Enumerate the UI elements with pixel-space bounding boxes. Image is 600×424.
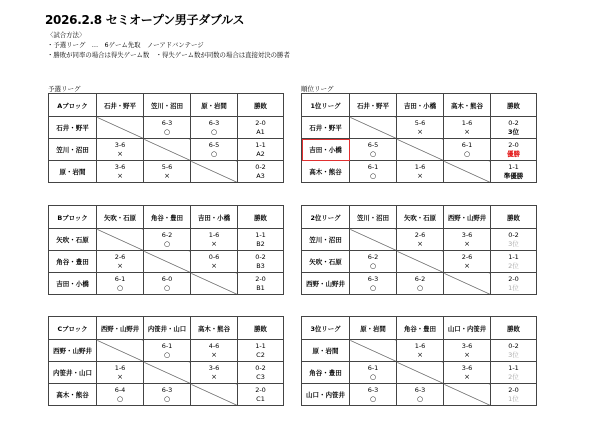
win-mark: ○ <box>369 372 377 381</box>
table-corner-label: Cブロック <box>49 317 97 340</box>
diagonal-cell <box>397 362 444 384</box>
rank-label: 優勝 <box>507 149 520 158</box>
match-score: 6-1 <box>161 341 173 350</box>
win-mark: ○ <box>416 283 424 292</box>
table-row <box>302 340 537 362</box>
table-row <box>302 384 537 406</box>
rules-heading: 〈試合方法〉 <box>47 31 86 39</box>
match-result-cell <box>191 340 238 362</box>
column-header: 西野・山野井 <box>97 317 144 340</box>
win-mark: ○ <box>163 394 171 403</box>
table-row <box>49 362 284 384</box>
match-score: 1-6 <box>208 230 220 239</box>
match-score: 3-6 <box>461 363 473 372</box>
match-result-cell <box>144 340 191 362</box>
win-loss-record: 1-1 <box>255 140 266 149</box>
match-result-cell <box>350 161 397 183</box>
column-header: 角谷・豊田 <box>397 317 444 340</box>
table-corner-label: Aブロック <box>49 94 97 117</box>
match-score: 6-3 <box>367 385 379 394</box>
match-result-cell <box>191 139 238 161</box>
rank-label: B1 <box>256 283 265 292</box>
loss-mark: × <box>417 350 423 359</box>
match-result-cell <box>97 251 144 273</box>
match-score: 6-1 <box>114 274 126 283</box>
table-row <box>49 384 284 406</box>
rank-label: 1位 <box>508 394 519 403</box>
loss-mark: × <box>164 171 170 180</box>
rank-label: A2 <box>256 149 265 158</box>
loss-mark: × <box>117 372 123 381</box>
win-mark: ○ <box>369 394 377 403</box>
match-result-cell <box>144 384 191 406</box>
match-result-cell <box>444 251 491 273</box>
loss-mark: × <box>464 239 470 248</box>
rank-label: 3位 <box>507 127 520 136</box>
match-result-cell <box>191 117 238 139</box>
record-cell <box>238 229 284 251</box>
pair-name: 角谷・豊田 <box>49 251 97 273</box>
league-table <box>48 205 284 295</box>
pair-name: 角谷・豊田 <box>302 362 350 384</box>
match-score: 6-2 <box>161 230 173 239</box>
diagonal-cell <box>444 273 491 295</box>
table-row <box>302 229 537 251</box>
record-cell <box>238 362 284 384</box>
pair-name: 矢吹・石原 <box>302 251 350 273</box>
match-result-cell <box>444 340 491 362</box>
match-result-cell <box>444 229 491 251</box>
pair-name: 原・岩間 <box>49 161 97 183</box>
win-loss-record: 2-0 <box>508 140 519 149</box>
column-header: 高木・熊谷 <box>444 94 491 117</box>
diagonal-cell <box>144 251 191 273</box>
loss-mark: × <box>464 127 470 136</box>
win-mark: ○ <box>369 261 377 270</box>
match-score: 6-1 <box>367 363 379 372</box>
match-result-cell <box>191 362 238 384</box>
win-loss-record: 0-2 <box>508 341 519 350</box>
pair-name: 石井・野平 <box>302 117 350 139</box>
pair-name: 高木・熊谷 <box>49 384 97 406</box>
rank-label: A3 <box>256 171 265 180</box>
column-header: 吉田・小橋 <box>191 206 238 229</box>
match-result-cell <box>444 139 491 161</box>
match-score: 1-6 <box>114 363 126 372</box>
match-score: 6-3 <box>367 274 379 283</box>
loss-mark: × <box>117 149 123 158</box>
match-result-cell <box>350 139 397 161</box>
diagonal-cell <box>397 251 444 273</box>
pair-name: 原・岩間 <box>302 340 350 362</box>
league-table <box>301 316 537 406</box>
win-loss-record: 2-0 <box>508 385 519 394</box>
column-header: 原・岩間 <box>191 94 238 117</box>
loss-mark: × <box>211 350 217 359</box>
pair-name: 西野・山野井 <box>302 273 350 295</box>
win-loss-record: 0-2 <box>255 363 266 372</box>
match-result-cell <box>444 362 491 384</box>
loss-mark: × <box>117 261 123 270</box>
record-header: 勝敗 <box>238 317 284 340</box>
win-loss-record: 2-0 <box>255 274 266 283</box>
loss-mark: × <box>417 239 423 248</box>
win-loss-record: 1-1 <box>255 341 266 350</box>
match-score: 5-6 <box>161 162 173 171</box>
diagonal-cell <box>97 229 144 251</box>
win-loss-record: 0-2 <box>508 118 519 127</box>
match-score: 1-6 <box>414 162 426 171</box>
match-result-cell <box>97 161 144 183</box>
match-result-cell <box>144 273 191 295</box>
diagonal-cell <box>350 340 397 362</box>
match-score: 2-6 <box>414 230 426 239</box>
match-score: 1-6 <box>461 118 473 127</box>
loss-mark: × <box>464 372 470 381</box>
table-row <box>302 251 537 273</box>
rank-label: B2 <box>256 239 265 248</box>
table-row <box>302 117 537 139</box>
match-score: 3-6 <box>461 230 473 239</box>
diagonal-cell <box>97 340 144 362</box>
win-mark: ○ <box>116 283 124 292</box>
diagonal-cell <box>191 161 238 183</box>
match-score: 6-5 <box>367 140 379 149</box>
rank-label: A1 <box>256 127 265 136</box>
loss-mark: × <box>211 372 217 381</box>
table-row <box>49 273 284 295</box>
pair-name: 笠川・沼田 <box>49 139 97 161</box>
loss-mark: × <box>211 239 217 248</box>
diagonal-cell <box>397 139 444 161</box>
diagonal-cell <box>444 384 491 406</box>
match-score: 3-6 <box>114 140 126 149</box>
match-result-cell <box>397 117 444 139</box>
column-header: 笠川・沼田 <box>350 206 397 229</box>
win-loss-record: 2-0 <box>255 118 266 127</box>
match-result-cell <box>144 161 191 183</box>
win-mark: ○ <box>369 283 377 292</box>
pair-name: 内笹井・山口 <box>49 362 97 384</box>
rank-label: 2位 <box>508 372 519 381</box>
rank-label: 1位 <box>508 283 519 292</box>
win-mark: ○ <box>416 394 424 403</box>
table-corner-label: 1位リーグ <box>302 94 350 117</box>
diagonal-cell <box>350 117 397 139</box>
table-corner-label: 3位リーグ <box>302 317 350 340</box>
league-table <box>301 205 537 295</box>
column-header: 石井・野平 <box>97 94 144 117</box>
match-score: 3-6 <box>114 162 126 171</box>
table-row <box>49 139 284 161</box>
match-score: 6-2 <box>414 274 426 283</box>
league-table <box>48 316 284 406</box>
match-score: 6-1 <box>367 162 379 171</box>
match-result-cell <box>397 340 444 362</box>
record-cell <box>491 139 537 161</box>
table-row <box>302 161 537 183</box>
match-result-cell <box>397 273 444 295</box>
pair-name: 石井・野平 <box>49 117 97 139</box>
record-cell <box>238 340 284 362</box>
match-score: 5-6 <box>414 118 426 127</box>
win-mark: ○ <box>163 283 171 292</box>
record-cell <box>238 273 284 295</box>
record-cell <box>491 340 537 362</box>
win-mark: ○ <box>163 239 171 248</box>
match-score: 4-6 <box>208 341 220 350</box>
match-result-cell <box>350 384 397 406</box>
rank-label: C1 <box>256 394 265 403</box>
table-corner-label: 2位リーグ <box>302 206 350 229</box>
match-result-cell <box>191 229 238 251</box>
match-score: 3-6 <box>461 341 473 350</box>
win-loss-record: 1-1 <box>508 162 519 171</box>
record-header: 勝敗 <box>238 206 284 229</box>
rank-label: 2位 <box>508 261 519 270</box>
pair-name: 西野・山野井 <box>49 340 97 362</box>
pair-name: 吉田・小橋 <box>302 139 350 161</box>
record-header: 勝敗 <box>491 94 537 117</box>
win-loss-record: 0-2 <box>508 230 519 239</box>
pair-name: 矢吹・石原 <box>49 229 97 251</box>
win-loss-record: 2-0 <box>255 385 266 394</box>
win-mark: ○ <box>369 171 377 180</box>
loss-mark: × <box>417 171 423 180</box>
pair-name: 山口・内笹井 <box>302 384 350 406</box>
win-loss-record: 2-0 <box>508 274 519 283</box>
match-score: 0-6 <box>208 252 220 261</box>
match-score: 6-1 <box>461 140 473 149</box>
pair-name: 吉田・小橋 <box>49 273 97 295</box>
column-header: 内笹井・山口 <box>144 317 191 340</box>
match-result-cell <box>144 117 191 139</box>
column-header: 石井・野平 <box>350 94 397 117</box>
record-cell <box>491 161 537 183</box>
diagonal-cell <box>144 139 191 161</box>
match-result-cell <box>97 139 144 161</box>
diagonal-cell <box>144 362 191 384</box>
match-score: 6-3 <box>161 118 173 127</box>
record-cell <box>491 117 537 139</box>
rank-label: C2 <box>256 350 265 359</box>
win-mark: ○ <box>210 149 218 158</box>
rank-label: B3 <box>256 261 265 270</box>
match-result-cell <box>97 273 144 295</box>
loss-mark: × <box>464 261 470 270</box>
record-header: 勝敗 <box>491 317 537 340</box>
match-score: 6-3 <box>161 385 173 394</box>
table-row <box>49 229 284 251</box>
win-mark: ○ <box>163 350 171 359</box>
match-score: 2-6 <box>461 252 473 261</box>
record-cell <box>491 362 537 384</box>
record-cell <box>238 139 284 161</box>
match-score: 6-5 <box>208 140 220 149</box>
match-result-cell <box>191 251 238 273</box>
table-corner-label: Bブロック <box>49 206 97 229</box>
pair-name: 笠川・沼田 <box>302 229 350 251</box>
diagonal-cell <box>350 229 397 251</box>
win-mark: ○ <box>116 394 124 403</box>
loss-mark: × <box>211 261 217 270</box>
table-row <box>49 340 284 362</box>
win-mark: ○ <box>369 149 377 158</box>
match-score: 6-3 <box>414 385 426 394</box>
match-result-cell <box>397 384 444 406</box>
column-header: 角谷・豊田 <box>144 206 191 229</box>
rank-label: 3位 <box>508 239 519 248</box>
record-cell <box>238 117 284 139</box>
column-header: 吉田・小橋 <box>397 94 444 117</box>
win-mark: ○ <box>463 149 471 158</box>
league-table <box>48 93 284 183</box>
win-loss-record: 1-1 <box>508 252 519 261</box>
column-header: 笠川・沼田 <box>144 94 191 117</box>
diagonal-cell <box>97 117 144 139</box>
match-result-cell <box>397 229 444 251</box>
table-row <box>49 117 284 139</box>
record-header: 勝敗 <box>491 206 537 229</box>
pair-name: 高木・熊谷 <box>302 161 350 183</box>
record-cell <box>238 161 284 183</box>
match-rules <box>47 30 290 61</box>
record-cell <box>491 229 537 251</box>
win-loss-record: 1-1 <box>508 363 519 372</box>
record-header: 勝敗 <box>238 94 284 117</box>
column-header: 山口・内笹井 <box>444 317 491 340</box>
win-loss-record: 1-1 <box>255 230 266 239</box>
match-score: 3-6 <box>208 363 220 372</box>
rank-label: 準優勝 <box>503 171 524 180</box>
match-result-cell <box>350 251 397 273</box>
record-cell <box>491 273 537 295</box>
match-score: 6-2 <box>367 252 379 261</box>
match-score: 6-3 <box>208 118 220 127</box>
record-cell <box>238 251 284 273</box>
match-score: 6-4 <box>114 385 126 394</box>
column-header: 矢吹・石原 <box>397 206 444 229</box>
match-result-cell <box>350 362 397 384</box>
loss-mark: × <box>417 127 423 136</box>
column-header: 原・岩間 <box>350 317 397 340</box>
record-cell <box>491 251 537 273</box>
column-header: 西野・山野井 <box>444 206 491 229</box>
table-row <box>49 161 284 183</box>
league-table <box>301 93 537 183</box>
record-cell <box>491 384 537 406</box>
prelim-league-label: 予選リーグ <box>48 85 81 93</box>
rules-line-1: ・予選リーグ … 6ゲーム先取 ノーアドバンテージ <box>47 41 204 50</box>
match-score: 1-6 <box>414 341 426 350</box>
table-row <box>302 139 537 161</box>
match-result-cell <box>97 362 144 384</box>
diagonal-cell <box>444 161 491 183</box>
win-loss-record: 0-2 <box>255 162 266 171</box>
match-result-cell <box>397 161 444 183</box>
rank-label: 3位 <box>508 350 519 359</box>
match-result-cell <box>350 273 397 295</box>
table-row <box>302 273 537 295</box>
column-header: 高木・熊谷 <box>191 317 238 340</box>
win-mark: ○ <box>210 127 218 136</box>
loss-mark: × <box>464 350 470 359</box>
table-row <box>302 362 537 384</box>
loss-mark: × <box>117 171 123 180</box>
page-title: 2026.2.8 セミオープン男子ダブルス <box>45 13 245 27</box>
match-result-cell <box>144 229 191 251</box>
table-row <box>49 251 284 273</box>
diagonal-cell <box>191 273 238 295</box>
match-score: 6-0 <box>161 274 173 283</box>
diagonal-cell <box>191 384 238 406</box>
match-score: 2-6 <box>114 252 126 261</box>
win-mark: ○ <box>163 127 171 136</box>
rules-line-2: ・勝敗が同率の場合は得失ゲーム数 ・得失ゲーム数が同数の場合は直接対決の勝者 <box>47 51 290 60</box>
match-result-cell <box>444 117 491 139</box>
win-loss-record: 0-2 <box>255 252 266 261</box>
ranking-league-label: 順位リーグ <box>301 85 334 93</box>
record-cell <box>238 384 284 406</box>
rank-label: C3 <box>256 372 265 381</box>
match-result-cell <box>97 384 144 406</box>
column-header: 矢吹・石原 <box>97 206 144 229</box>
